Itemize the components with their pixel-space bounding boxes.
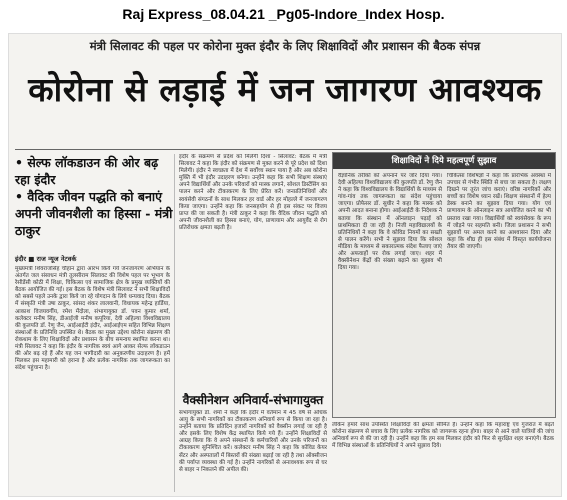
suggestions-column-2: चिकित्सा विशेषज्ञों ने कहा कि प्रारंभिक अवस्था में उपचार से गंभीर स्थिति से बचा जा सकता है। लक्षण दिखने पर तुरंत जांच कराएं। वरिष्ठ नागरिकों और बच्चों का विशेष ध्यान रखें। शिक्षण संस्थानों में हेल्प डेस्क बनाने का सुझाव दिया गया। योग एवं प्राणायाम के ऑनलाइन सत्र आयोजित करने का भी प्रस्ताव रखा गया। विद्यार्थियों को स्वयंसेवक के रूप में जोड़ने पर सहमति बनी। जिला प्रशासन ने सभी सुझावों पर अमल करने का आश्वासन दिया और कहा कि शीघ्र ही इस संबंध में विस्तृत कार्ययोजना तैयार की जाएगी। xyxy=(447,173,551,250)
article-headline: कोरोना से लड़ाई में जन जागरण आवश्यक xyxy=(28,70,542,109)
subhead-block xyxy=(15,154,175,239)
article-column-3: संभागायुक्त डॉ. शर्मा ने कहा कि इंदौर में वर्तमान में 45 वर्ष से अधिक आयु के सभी नागरिकों का टीकाकरण अनिवार्य रूप से किया जा रहा है। उन्होंने बताया कि प्रतिदिन हजारों नागरिकों को वैक्सीन लगाई जा रही है और इसके लिए विशेष केंद्र स्थापित किये गये हैं। उन्होंने शिक्षाविदों से आग्रह किया कि वे अपने संस्थानों के कर्मचारियों और उनके परिजनों का टीकाकरण सुनिश्चित करें। कलेक्टर मनीष सिंह ने कहा कि कोविड केयर सेंटर और अस्पतालों में बिस्तरों की संख्या बढ़ाई जा रही है तथा ऑक्सीजन की पर्याप्त व्यवस्था की गई है। उन्होंने नागरिकों से अनावश्यक रूप से घर से बाहर न निकलने की अपील की। xyxy=(179,410,327,473)
suggestions-column-1: वैज्ञानिक तरीकों को अपनाने पर जोर दिया गया। देवी अहिल्या विश्वविद्यालय की कुलपति डॉ. रेणु जैन ने कहा कि विश्वविद्यालय के विद्यार्थियों के माध्यम से गांव-गांव तक जागरूकता का संदेश पहुंचाया जाएगा। प्रोफेसर डॉ. सुधीर ने कहा कि मास्क को अपनी आदत बनाना होगा। आईआईटी के निदेशक ने बताया कि संस्थान में ऑनलाइन पढ़ाई को प्राथमिकता दी जा रही है। निजी महाविद्यालयों के प्रतिनिधियों ने कहा कि वे कोविड नियमों का सख्ती से पालन करेंगे। सभी ने सुझाव दिया कि सोशल मीडिया के माध्यम से सकारात्मक संदेश फैलाए जाएं और अफवाहों पर रोक लगाई जाए। शहर में वैक्सीनेशन केंद्रों की संख्या बढ़ाने का सुझाव भी दिया गया। xyxy=(338,173,442,272)
byline: इंदौर ■ राज न्यूज नेटवर्क xyxy=(15,255,77,263)
suggestions-box-title: शिक्षाविदों ने दिये महत्वपूर्ण सुझाव xyxy=(333,153,555,169)
subhead-2: • वैदिक जीवन पद्धति को बनाएं अपनी जीवनशैली का हिस्सा - मंत्री ठाकुर xyxy=(15,189,173,238)
article-column-4: लेकिन हमारे साथ उपस्थित शिक्षाविदों की क्षमता सीमित है। उन्होंने कहा कि महाराष्ट्र एवं गुजरात में बढ़ते कोरोना संक्रमण से बचाव के लिए प्रत्येक नागरिक को जागरूक रहना होगा। बाहर से आने वाले यात्रियों की जांच अनिवार्य रूप से की जा रही है। उन्होंने कहा कि हम सब मिलकर इंदौर को फिर से सुरक्षित शहर बनाएंगे। बैठक में विभिन्न संस्थाओं के प्रतिनिधियों ने अपने सुझाव दिये। xyxy=(332,422,554,450)
article-kicker: मंत्री सिलावट की पहल पर कोरोना मुक्त इंदौर के लिए शिक्षाविदों और प्रशासन की बैठक संपन्न xyxy=(89,39,481,53)
section-heading-vaccination: वैक्सीनेशन अनिवार्य-संभागायुक्त xyxy=(182,393,324,407)
article-column-2: इंदौर के संक्रमण से प्रदेश को मिलेगी दिशा - सिलावट: बैठक में मंत्री सिलावट ने कहा कि इंदौर को संक्रमण से मुक्त करने से पूरे प्रदेश को दिशा मिलेगी। इंदौर ने स्वच्छता में देश में सर्वोच्च स्थान पाया है और अब कोरोना मुक्ति में भी इंदौर उदाहरण बनेगा। उन्होंने कहा कि सभी शिक्षण संस्थाएं अपने विद्यार्थियों और उनके परिवारों को मास्क लगाने, सोशल डिस्टेंसिंग का पालन करने और टीकाकरण के लिए प्रेरित करें। जनप्रतिनिधियों और स्वयंसेवी संगठनों के साथ मिलकर हर वार्ड और हर मोहल्ले में जनजागरण किया जाएगा। उन्होंने कहा कि जनसहयोग से ही इस संकट पर विजय प्राप्त की जा सकती है। मंत्री ठाकुर ने कहा कि वैदिक जीवन पद्धति को अपनी जीवनशैली का हिस्सा बनाएं, योग, प्राणायाम और आयुर्वेद से रोग प्रतिरोधक क्षमता बढ़ती है। xyxy=(179,154,327,231)
headline-rule xyxy=(15,149,551,150)
page-caption: Raj Express_08.04.21 _Pg05-Indore_Index Hosp. xyxy=(122,6,445,22)
column-divider-1 xyxy=(174,154,175,492)
article-column-1: मुख्यमंत्री शिवराजसिंह चौहान द्वारा आरंभ किये गये जनजागरण अभियान के अंतर्गत जल संसाधन मंत्री तुलसीराम सिलावट की विशेष पहल पर भूभाग के रेसीडेंसी कोठी में शिक्षा, चिकित्सा एवं सामाजिक क्षेत्र के प्रमुख व्यक्तियों की बैठक आयोजित की गई। इस बैठक के विशेष मंत्री सिलावट ने सभी शिक्षाविदों को सबसे पहले उनके द्वारा किये जा रहे योगदान के लिये धन्यवाद दिया। बैठक में संस्कृति मंत्री उषा ठाकुर, सांसद शंकर लालवानी, विधायक महेन्द्र हार्डिया, आकाश विजयवर्गीय, रमेश मेंदोला, संभागायुक्त डॉ. पवन कुमार शर्मा, कलेक्टर मनीष सिंह, डीआईजी मनीष कपूरिया, देवी अहिल्या विश्वविद्यालय की कुलपति डॉ. रेणु जैन, आईआईटी इंदौर, आईआईएम सहित विभिन्न शिक्षण संस्थाओं के प्रतिनिधि उपस्थित थे। बैठक का मुख्य उद्देश्य कोरोना संक्रमण की रोकथाम के लिए शिक्षाविदों और प्रशासन के बीच समन्वय स्थापित करना था। मंत्री सिलावट ने कहा कि इंदौर के नागरिक स्वयं आगे आकर सेल्फ लॉकडाउन की ओर बढ़ रहे हैं और यह जन भागीदारी का अनुकरणीय उदाहरण है। हमें मिलकर इस महामारी को हराना है और प्रत्येक नागरिक तक जागरूकता का संदेश पहुंचाना है। xyxy=(15,266,170,372)
suggestions-box xyxy=(332,152,556,418)
newspaper-clipping xyxy=(8,33,562,497)
subhead-1: • सेल्फ लॉकडाउन की ओर बढ़ रहा इंदौर xyxy=(15,155,159,187)
